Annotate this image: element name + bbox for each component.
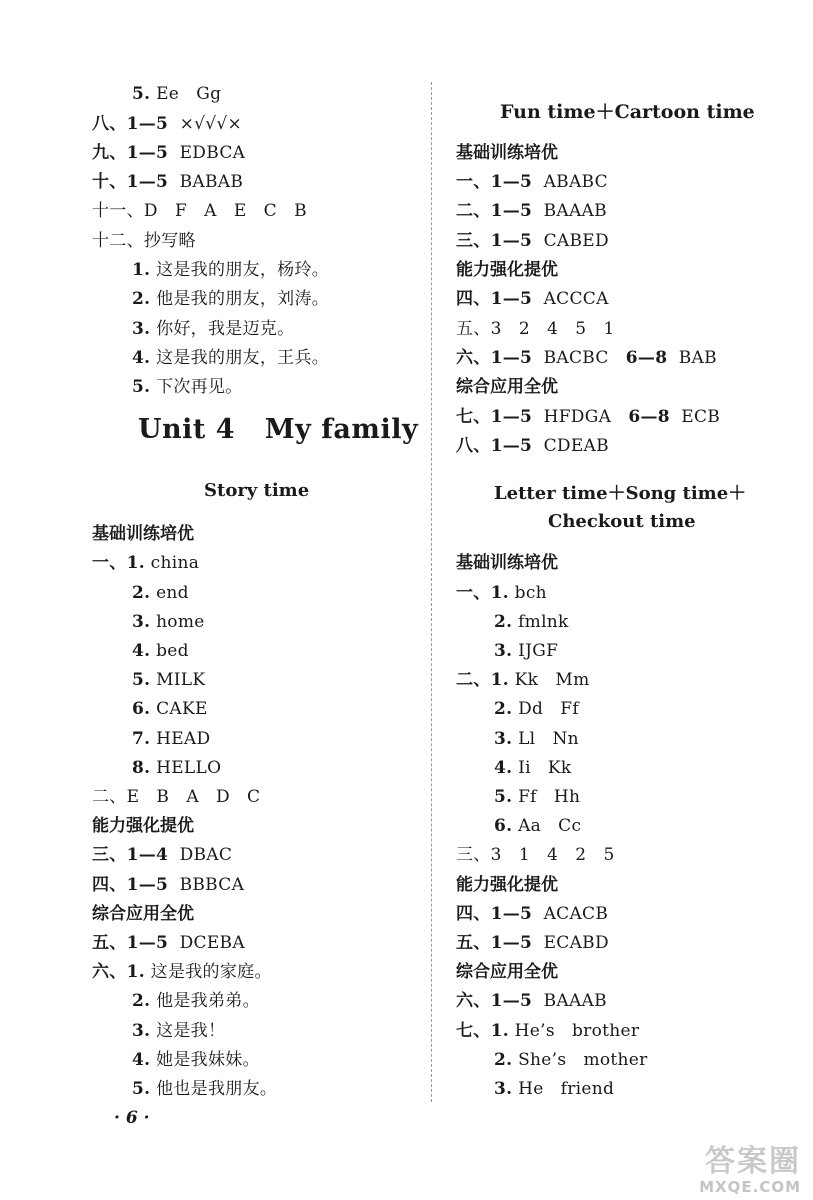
answer-line: 3. IJGF xyxy=(494,641,559,661)
answer-line: 3. Ll Nn xyxy=(494,729,579,749)
answer-line: 2. She’s mother xyxy=(494,1050,648,1070)
answer-line: 2. 他是我的朋友，刘涛。 xyxy=(132,289,330,309)
answer-line: 三、1—4 DBAC xyxy=(92,845,233,865)
answer-line: 五、1—5 DCEBA xyxy=(92,933,245,953)
answer-line: 8. HELLO xyxy=(132,758,222,778)
answer-line: 十二、抄写略 xyxy=(92,231,196,251)
answer-line: 六、1. 这是我的家庭。 xyxy=(92,962,272,982)
answer-line: 2. 他是我弟弟。 xyxy=(132,991,260,1011)
answer-line: 5. Ee Gg xyxy=(132,84,222,104)
answer-line: 4. Ii Kk xyxy=(494,758,572,778)
answer-line: 2. Dd Ff xyxy=(494,699,579,719)
watermark-logo xyxy=(645,1136,805,1196)
section-title-fun-time: Fun time＋Cartoon time xyxy=(500,101,755,123)
answer-line: 3. He friend xyxy=(494,1079,615,1099)
answer-line: 三、1—5 CABED xyxy=(456,231,609,251)
answer-line: 2. end xyxy=(132,583,189,603)
page-number: · 6 · xyxy=(114,1108,150,1128)
answer-line: 五、3 2 4 5 1 xyxy=(456,319,615,339)
answer-line: 九、1—5 EDBCA xyxy=(92,143,246,163)
answer-line: 四、1—5 ACACB xyxy=(456,904,609,924)
answer-line: 3. 你好，我是迈克。 xyxy=(132,319,295,339)
section-heading: 能力强化提优 xyxy=(92,816,194,836)
section-title-story-time: Story time xyxy=(204,480,310,501)
answer-line: 2. fmlnk xyxy=(494,612,569,632)
answer-line: 六、1—5 BACBC 6—8 BAB xyxy=(456,348,717,368)
section-title-checkout-time: Checkout time xyxy=(548,511,696,532)
answer-line: 二、1. Kk Mm xyxy=(456,670,590,690)
answer-line: 一、1. bch xyxy=(456,583,547,603)
answer-line: 四、1—5 ACCCA xyxy=(456,289,609,309)
answer-line: 5. 下次再见。 xyxy=(132,377,243,397)
unit-title: Unit 4 My family xyxy=(138,414,419,445)
answer-line: 6. CAKE xyxy=(132,699,208,719)
answer-line: 三、3 1 4 2 5 xyxy=(456,845,615,865)
section-heading: 能力强化提优 xyxy=(456,260,558,280)
answer-line: 四、1—5 BBBCA xyxy=(92,875,245,895)
answer-line: 4. 这是我的朋友，王兵。 xyxy=(132,348,330,368)
answer-line: 十一、D F A E C B xyxy=(92,201,307,221)
answer-line: 7. HEAD xyxy=(132,729,211,749)
answer-line: 一、1. china xyxy=(92,553,200,573)
answer-line: 4. 她是我妹妹。 xyxy=(132,1050,260,1070)
answer-line: 八、1—5 CDEAB xyxy=(456,436,609,456)
answer-line: 4. bed xyxy=(132,641,189,661)
section-heading: 综合应用全优 xyxy=(92,904,194,924)
answer-line: 二、E B A D C xyxy=(92,787,261,807)
column-divider xyxy=(431,82,432,1102)
answer-line: 十、1—5 BABAB xyxy=(92,172,244,192)
watermark-url: MXQE.COM xyxy=(699,1178,801,1196)
answer-line: 5. Ff Hh xyxy=(494,787,581,807)
section-heading: 基础训练培优 xyxy=(456,143,558,163)
answer-line: 五、1—5 ECABD xyxy=(456,933,609,953)
answer-line: 3. 这是我！ xyxy=(132,1021,226,1041)
answer-line: 七、1. He’s brother xyxy=(456,1021,640,1041)
answer-line: 3. home xyxy=(132,612,205,632)
answer-line: 1. 这是我的朋友，杨玲。 xyxy=(132,260,330,280)
answer-line: 六、1—5 BAAAB xyxy=(456,991,607,1011)
answer-line: 八、1—5 ×√√√× xyxy=(92,114,243,134)
section-heading: 综合应用全优 xyxy=(456,962,558,982)
answer-line: 5. MILK xyxy=(132,670,206,690)
section-heading: 基础训练培优 xyxy=(456,553,558,573)
answer-line: 5. 他也是我朋友。 xyxy=(132,1079,278,1099)
section-heading: 基础训练培优 xyxy=(92,524,194,544)
answer-line: 二、1—5 BAAAB xyxy=(456,201,607,221)
answer-line: 6. Aa Cc xyxy=(494,816,582,836)
watermark-text: 答案圈 xyxy=(705,1144,801,1179)
section-heading: 综合应用全优 xyxy=(456,377,558,397)
answer-line: 一、1—5 ABABC xyxy=(456,172,608,192)
section-heading: 能力强化提优 xyxy=(456,875,558,895)
section-title-letter-time: Letter time＋Song time＋ xyxy=(494,483,747,504)
answer-line: 七、1—5 HFDGA 6—8 ECB xyxy=(456,407,721,427)
